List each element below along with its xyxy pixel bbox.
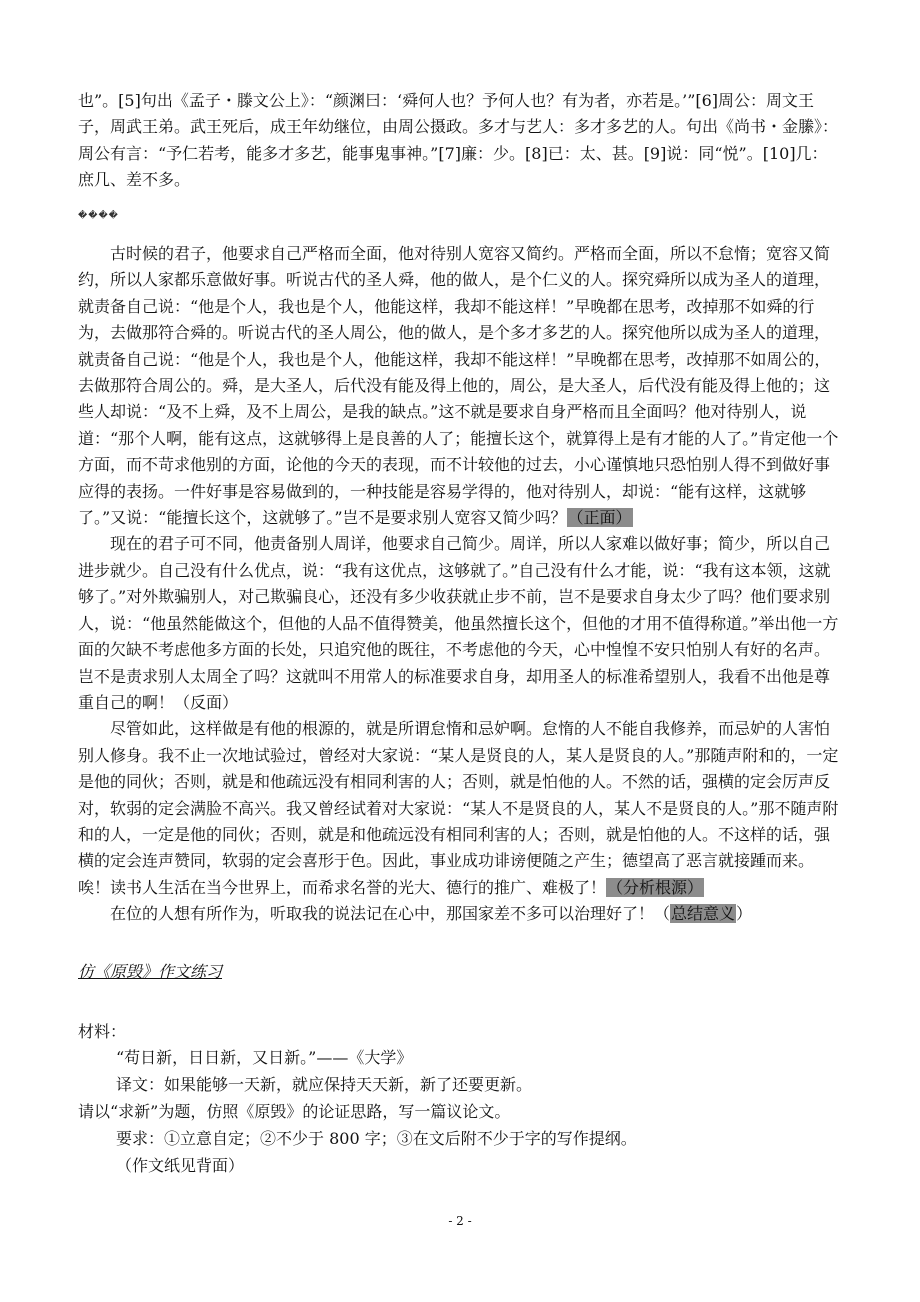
notes-paragraph: 也”。[5]句出《孟子・滕文公上》：“颜渊曰：‘舜何人也？予何人也？有为者，亦若是。’”[6]周公：周文王子，周武王弟。武王死后，成王年幼继位，由周公摄政。多才与艺人：多才多艺的人。句出《尚书・金縢》：周公有言：“予仁若考，能多才多艺，能事鬼事神。”[7]廉：少。[8]已：太、甚。[9]说：同“悦”。[10]几：庶几、差不多。: [78, 91, 839, 190]
translation-paragraph-4: [78, 901, 842, 927]
paragraph-3-text: 尽管如此，这样做是有他的根源的，就是所谓怠惰和忌妒啊。怠惰的人不能自我修养，而忌妒的人害怕别人修身。我不止一次地试验过，曾经对大家说：“某人是贤良的人，某人是贤良的人。”那随声附和的，一定是他的同伙；否则，就是和他疏远没有相同利害的人；否则，就是怕他的人。不然的话，强横的定会厉声反对，软弱的定会满脸不高兴。我又曾经试着对大家说：“某人不是贤良的人，某人不是贤良的人。”那不随声附和的人，一定是他的同伙；否则，就是和他疏远没有相同利害的人；否则，就是怕他的人。不这样的话，强横的定会连声赞同，软弱的定会喜形于色。因此，事业成功诽谤便随之产生；德望高了恶言就接踵而来。唉！读书人生活在当今世界上，而希求名誉的光大、德行的推广、难极了！: [78, 719, 839, 897]
garbled-label: ����: [78, 211, 119, 221]
material-quote: “苟日新，日日新，又日新。”——《大学》: [116, 1048, 413, 1067]
highlight-tag-summary: 总结意义: [671, 904, 736, 924]
page-number: - 2 -: [448, 1214, 472, 1228]
highlight-tag-positive: （正面）: [567, 508, 632, 528]
tag-negative: （反面）: [174, 692, 239, 712]
translation-paragraph-2: [78, 531, 842, 716]
writing-requirements: 要求：①立意自定；②不少于 800 字；③在文后附不少于字的写作提纲。: [116, 1129, 637, 1148]
translation-section: [78, 241, 842, 928]
paragraph-4-text: 在位的人想有所作为，听取我的说法记在心中，那国家差不多可以治理好了！（: [110, 904, 671, 924]
writing-note: （作文纸见背面）: [116, 1156, 245, 1175]
exercise-heading: 仿《原毁》作文练习: [78, 962, 223, 981]
paragraph-2-text: 现在的君子可不同，他责备别人周详，他要求自己简少。周详，所以人家难以做好事；简少，所以自己进步就少。自己没有什么优点，说：“我有这优点，这够就了。”自己没有什么才能，说：“我有这本领，这就够了。”对外欺骗别人，对己欺骗良心，还没有多少收获就止步不前，岂不是要求自身太少了吗？他们要求别人，说：“他虽然能做这个，但他的人品不值得赞美，他虽然擅长这个，但他的才用不值得称道。”举出他一方面的欠缺不考虑他多方面的长处，只追究他的既往，不考虑他的今天，心中惶惶不安只怕别人有好的名声。岂不是责求别人太周全了吗？这就叫不用常人的标准要求自身，却用圣人的标准希望别人，我看不出他是尊重自己的啊！: [78, 534, 839, 712]
material-translation: 译文：如果能够一天新，就应保持天天新，新了还要更新。: [116, 1075, 533, 1094]
paragraph-1-text: 古时候的君子，他要求自己严格而全面，他对待别人宽容又简约。严格而全面，所以不怠惰；宽容又简约，所以人家都乐意做好事。听说古代的圣人舜，他的做人，是个仁义的人。探究舜所以成为圣人的道理，就责备自己说：“他是个人，我也是个人，他能这样，我却不能这样！”早晚都在思考，改掉那不如舜的行为，去做那符合舜的。听说古代的圣人周公，他的做人，是个多才多艺的人。探究他所以成为圣人的道理，就责备自己说：“他是个人，我也是个人，他能这样，我却不能这样！”早晚都在思考，改掉那不如周公的，去做那符合周公的。舜，是大圣人，后代没有能及得上他的，周公，是大圣人，后代没有能及得上他的；这些人却说：“及不上舜，及不上周公，是我的缺点。”这不就是要求自身严格而且全面吗？他对待别人，说道：“那个人啊，能有这点，这就够得上是良善的人了；能擅长这个，就算得上是有才能的人了。”肯定他一个方面，而不苛求他别的方面，论他的今天的表现，而不计较他的过去，小心谨慎地只恐怕别人得不到做好事应得的表扬。一件好事是容易做到的，一种技能是容易学得的，他对待别人，却说：“能有这样，这就够了。”又说：“能擅长这个，这就够了。”岂不是要求别人宽容又简少吗？: [78, 244, 839, 528]
translation-paragraph-3: [78, 716, 842, 901]
material-label: 材料：: [78, 1022, 127, 1041]
writing-prompt: 请以“求新”为题，仿照《原毁》的论证思路，写一篇议论文。: [78, 1102, 511, 1121]
translation-paragraph-1: [78, 241, 842, 531]
paragraph-4-end: ）: [736, 904, 753, 924]
highlight-tag-root-cause: （分析根源）: [607, 877, 704, 897]
